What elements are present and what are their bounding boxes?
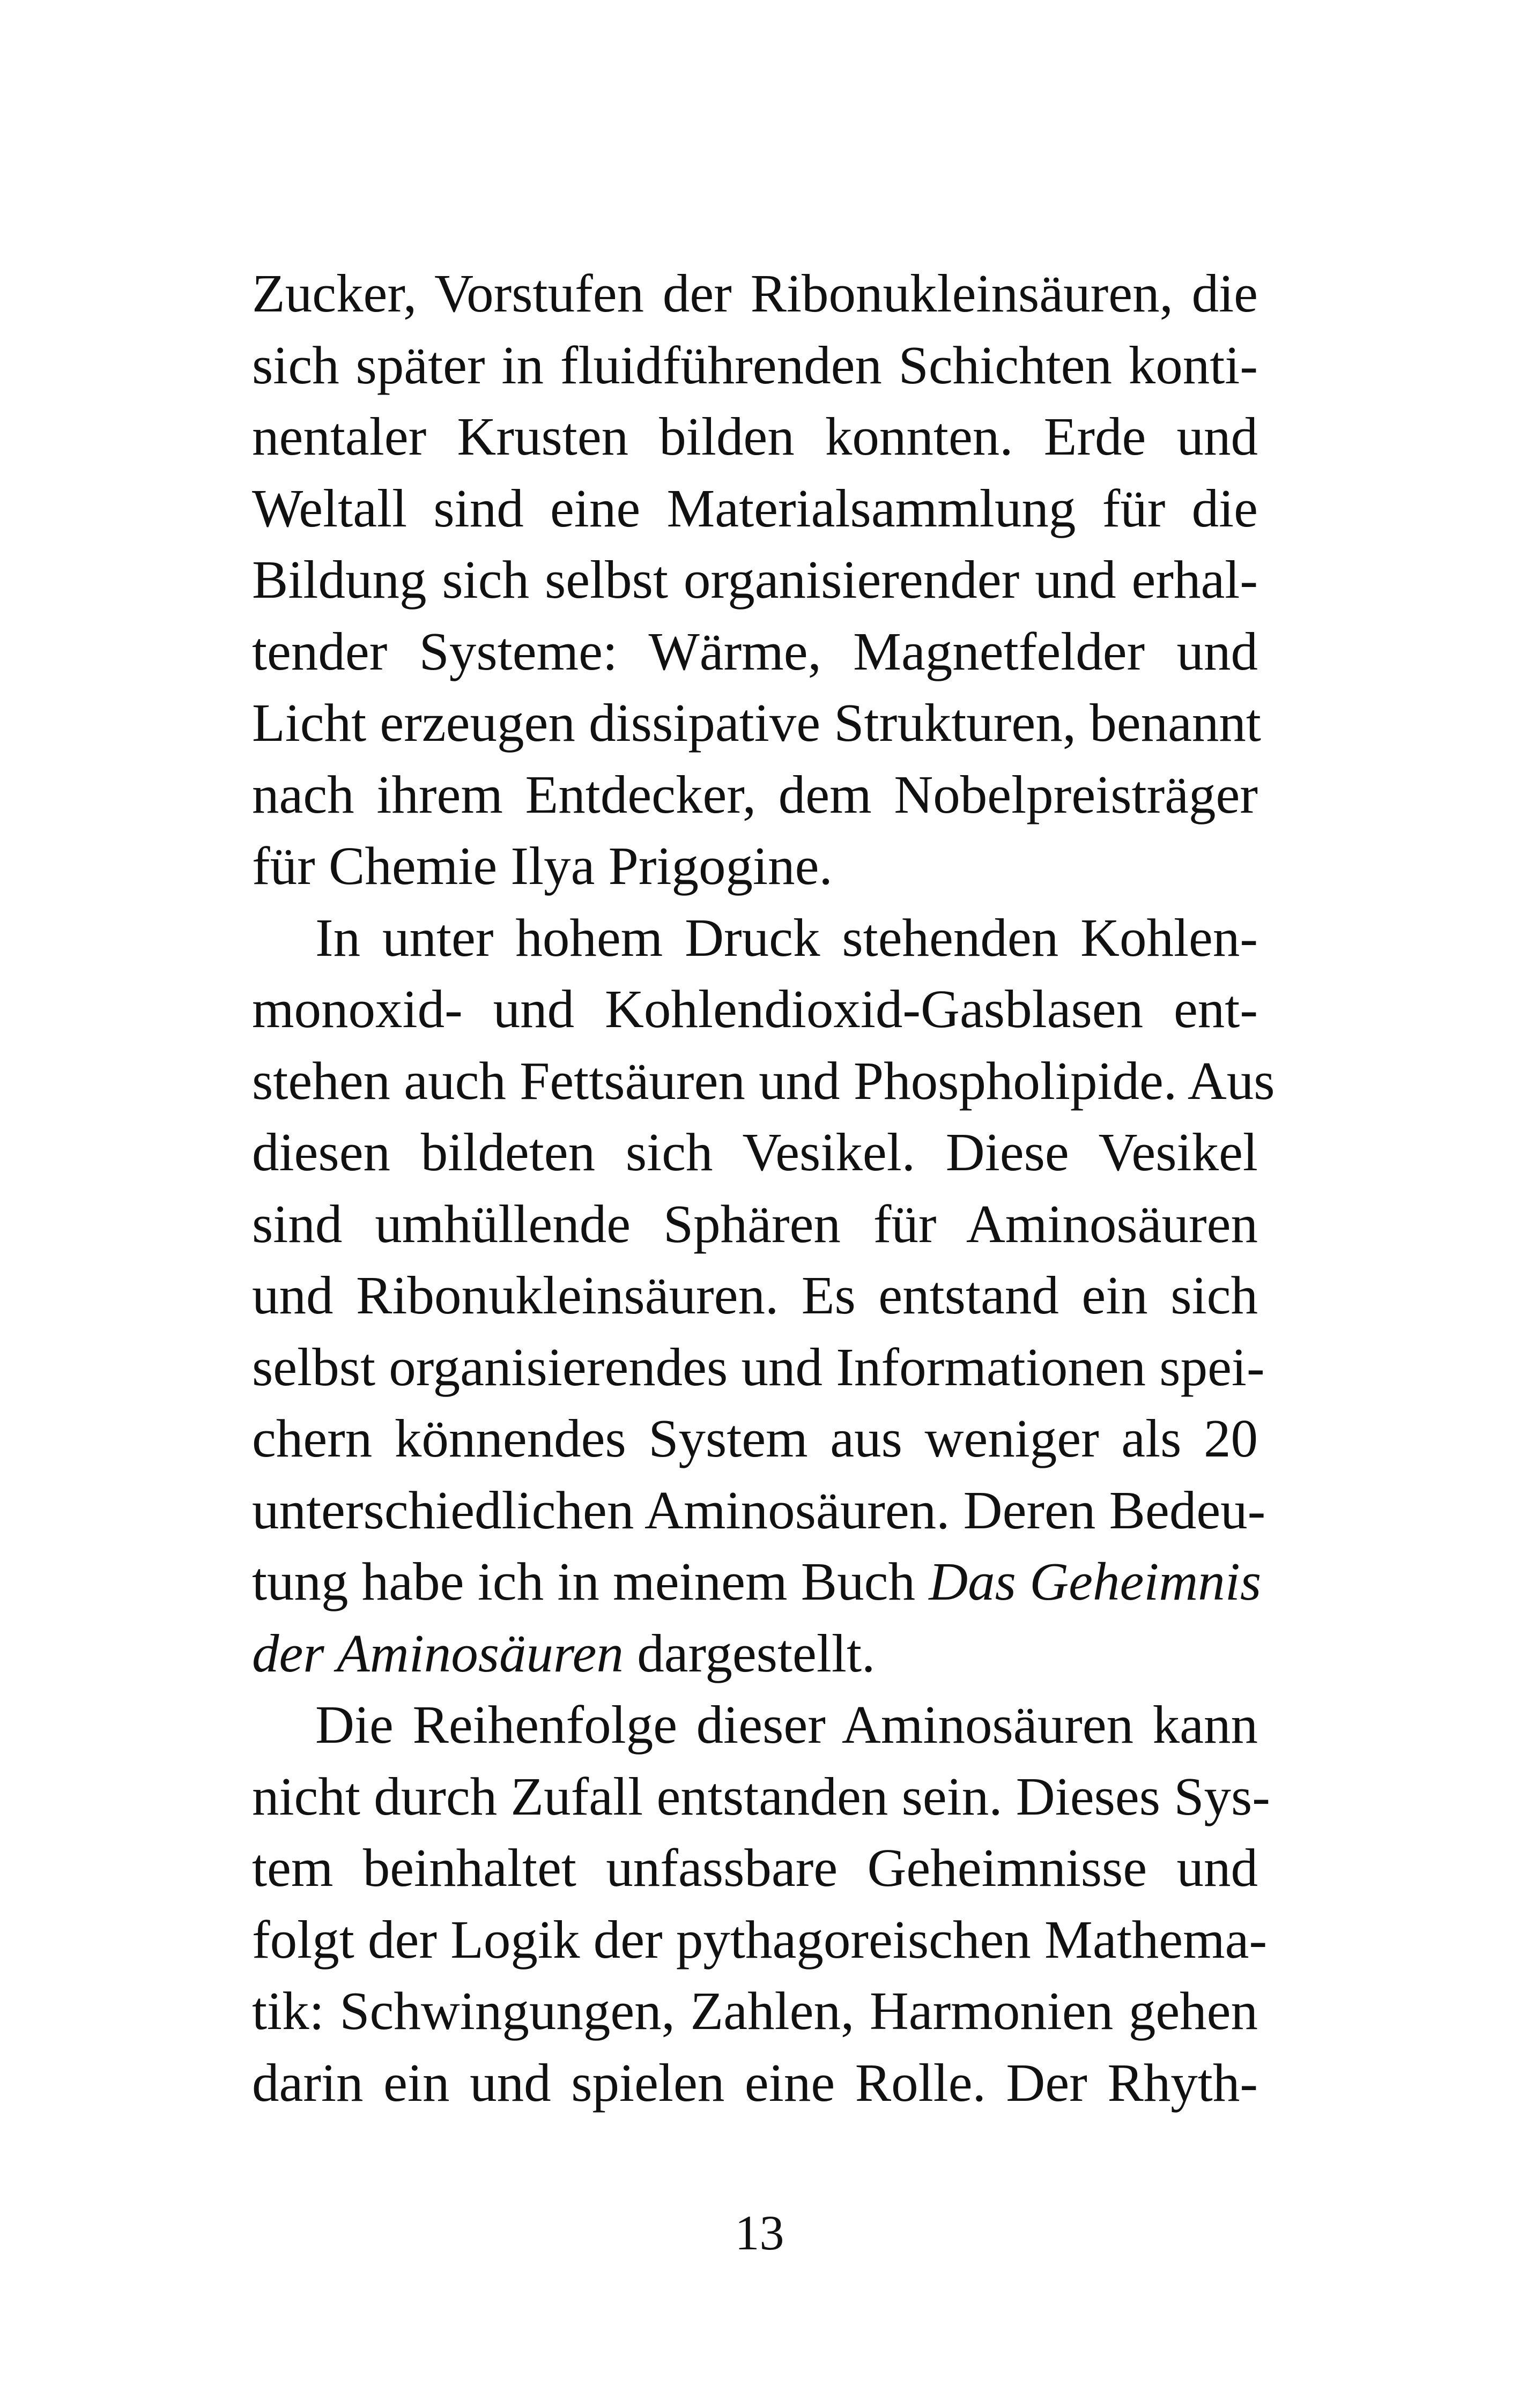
text-line: Zucker, Vorstufen der Ribonukleinsäuren, die (252, 263, 1258, 323)
text-line: nentaler Krusten bilden konnten. Erde und (252, 406, 1258, 466)
body-text (252, 258, 1275, 2119)
text-segment: tung habe ich in meinem Buch (252, 1551, 929, 1611)
text-line: monoxid- und Kohlendioxid-Gasblasen ent- (252, 979, 1258, 1039)
text-line: tik: Schwingungen, Zahlen, Harmonien gehen (252, 1981, 1258, 2041)
text-line (252, 1618, 1258, 1690)
text-line: diesen bildeten sich Vesikel. Diese Vesikel (252, 1122, 1258, 1182)
text-line: sind umhüllende Sphären für Aminosäuren (252, 1193, 1258, 1254)
text-line: und Ribonukleinsäuren. Es entstand ein sich (252, 1265, 1258, 1325)
text-line: sich später in fluidführenden Schichten konti- (252, 335, 1258, 395)
text-line: für Chemie Ilya Prigogine. (252, 836, 833, 896)
page-number: 13 (735, 2205, 784, 2260)
text-line: nicht durch Zufall entstanden sein. Dieses Sys- (252, 1766, 1270, 1826)
text-line: unterschiedlichen Aminosäuren. Deren Bedeu- (252, 1480, 1266, 1540)
text-line: stehen auch Fettsäuren und Phospholipide. Aus (252, 1050, 1275, 1111)
text-segment: dargestellt. (623, 1623, 876, 1683)
text-line: Bildung sich selbst organisierender und erhal- (252, 549, 1258, 610)
book-title-italic: der Aminosäuren (252, 1623, 624, 1683)
text-line: Weltall sind eine Materialsammlung für die (252, 478, 1258, 538)
text-line (252, 1546, 1262, 1618)
text-line: In unter hohem Druck stehenden Kohlen- (315, 907, 1258, 968)
book-title-italic: Das Geheimnis (929, 1551, 1262, 1611)
text-line: selbst organisierendes und Informationen spei- (252, 1336, 1265, 1397)
text-line: darin ein und spielen eine Rolle. Der Rhyth- (252, 2052, 1258, 2113)
text-line: tender Systeme: Wärme, Magnetfelder und (252, 621, 1258, 681)
text-line: tem beinhaltet unfassbare Geheimnisse und (252, 1838, 1258, 1898)
text-line: folgt der Logik der pythagoreischen Mathema- (252, 1909, 1268, 1969)
text-line: nach ihrem Entdecker, dem Nobelpreisträger (252, 764, 1258, 824)
text-line: Licht erzeugen dissipative Strukturen, benannt (252, 693, 1261, 753)
text-line: chern könnendes System aus weniger als 20 (252, 1408, 1258, 1468)
text-line: Die Reihenfolge dieser Aminosäuren kann (315, 1694, 1258, 1755)
